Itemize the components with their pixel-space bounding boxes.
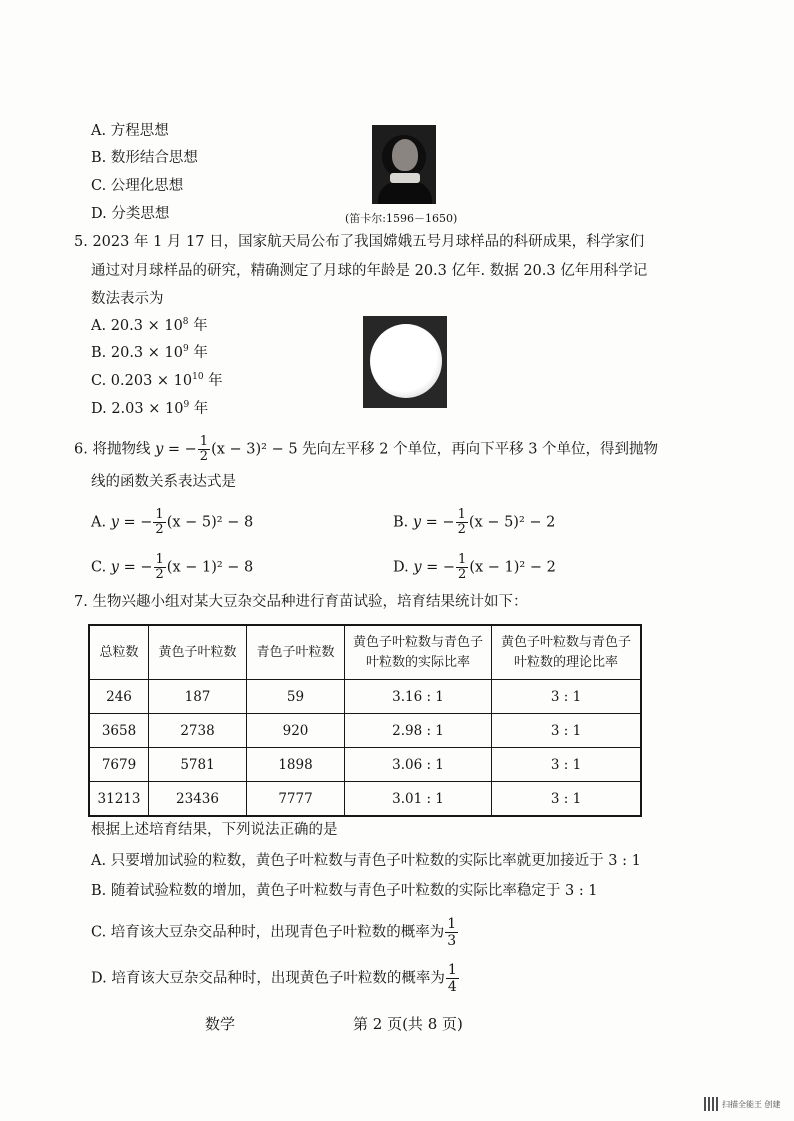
footer-page-number: 第 2 页(共 8 页): [353, 1015, 463, 1033]
cell: 3 : 1: [492, 714, 642, 748]
header-theory-ratio: 黄色子叶粒数与青色子叶粒数的理论比率: [492, 625, 642, 680]
cell: 7679: [89, 748, 149, 782]
cell: 31213: [89, 782, 149, 817]
q4-option-d: D. 分类思想: [91, 206, 170, 222]
moon-sample-photo: [363, 316, 447, 408]
q5-option-c: C. $0.203 \times 10^{10}$ 年: [91, 372, 223, 389]
header-actual-ratio: 黄色子叶粒数与青色子叶粒数的实际比率: [345, 625, 492, 680]
header-green: 青色子叶粒数: [247, 625, 345, 680]
cell: 3 : 1: [492, 680, 642, 714]
table-row: [89, 680, 641, 714]
descartes-portrait: [372, 125, 436, 204]
table-row: [89, 782, 641, 817]
q7-results-table: [88, 624, 642, 817]
q6-option-b: B. y = − $\frac{1}{2}$ (x − 5)² − 2: [393, 507, 556, 537]
cell: 187: [149, 680, 247, 714]
cell: 246: [89, 680, 149, 714]
cell: 59: [247, 680, 345, 714]
q6-option-a: A. y = − $\frac{1}{2}$ (x − 5)² − 8: [91, 507, 254, 537]
cell: 3 : 1: [492, 748, 642, 782]
cell: 2.98 : 1: [345, 714, 492, 748]
cell: 3 : 1: [492, 782, 642, 817]
q7-stem: 7. 生物兴趣小组对某大豆杂交品种进行育苗试验，培育结果统计如下：: [74, 594, 528, 610]
q7-option-d: D. 培育该大豆杂交品种时，出现黄色子叶粒数的概率为 $\frac{1}{4}$: [91, 962, 457, 995]
header-total: 总粒数: [89, 625, 149, 680]
cell: 920: [247, 714, 345, 748]
scanner-watermark: 扫描全能王 创建: [722, 1100, 781, 1109]
qr-code-icon: [704, 1097, 718, 1111]
cell: 3658: [89, 714, 149, 748]
portrait-caption: (笛卡尔:1596－1650): [345, 212, 458, 225]
cell: 3.16 : 1: [345, 680, 492, 714]
table-header-row: [89, 625, 641, 680]
q5-option-d: D. $2.03 \times 10^9$ 年: [91, 400, 209, 417]
footer-subject: 数学: [205, 1015, 236, 1033]
q6-half-fraction: $\frac{1}{2}$: [199, 434, 209, 464]
cell: 2738: [149, 714, 247, 748]
table-row: [89, 714, 641, 748]
q6-stem-line1: 6. 将抛物线 y = − $\frac{1}{2}$ (x − 3)² − 5 先向左平移 2 个单位，再向下平移 3 个单位，得到抛物: [74, 434, 659, 464]
q6-option-d: D. y = − $\frac{1}{2}$ (x − 1)² − 2: [393, 552, 556, 582]
q7-option-c: C. 培育该大豆杂交品种时，出现青色子叶粒数的概率为 $\frac{1}{3}$: [91, 916, 457, 949]
q6-option-c: C. y = − $\frac{1}{2}$ (x − 1)² − 8: [91, 552, 254, 582]
q5-stem-line3: 数法表示为: [91, 291, 164, 307]
header-yellow: 黄色子叶粒数: [149, 625, 247, 680]
cell: 1898: [247, 748, 345, 782]
q5-option-b: B. $20.3 \times 10^9$ 年: [91, 344, 208, 361]
cell: 3.01 : 1: [345, 782, 492, 817]
q5-option-a: A. $20.3 \times 10^8$ 年: [91, 317, 208, 334]
cell: 5781: [149, 748, 247, 782]
q7-option-b: B. 随着试验粒数的增加，黄色子叶粒数与青色子叶粒数的实际比率稳定于 3 : 1: [91, 883, 598, 899]
q4-option-b: B. 数形结合思想: [91, 150, 198, 166]
cell: 23436: [149, 782, 247, 817]
q4-option-a: A. 方程思想: [91, 123, 169, 139]
q7-option-a: A. 只要增加试验的粒数，黄色子叶粒数与青色子叶粒数的实际比率就更加接近于 3 : 1: [91, 853, 641, 869]
cell: 7777: [247, 782, 345, 817]
table-row: [89, 748, 641, 782]
q4-option-c: C. 公理化思想: [91, 178, 184, 194]
q5-stem-line2: 通过对月球样品的研究，精确测定了月球的年龄是 20.3 亿年. 数据 20.3 亿年用科学记: [91, 263, 648, 279]
q6-stem-line2: 线的函数关系表达式是: [91, 474, 236, 490]
q7-question: 根据上述培育结果，下列说法正确的是: [91, 822, 338, 838]
cell: 3.06 : 1: [345, 748, 492, 782]
q5-stem-line1: 5. 2023 年 1 月 17 日，国家航天局公布了我国嫦娥五号月球样品的科研成果，科学家们: [74, 234, 645, 250]
